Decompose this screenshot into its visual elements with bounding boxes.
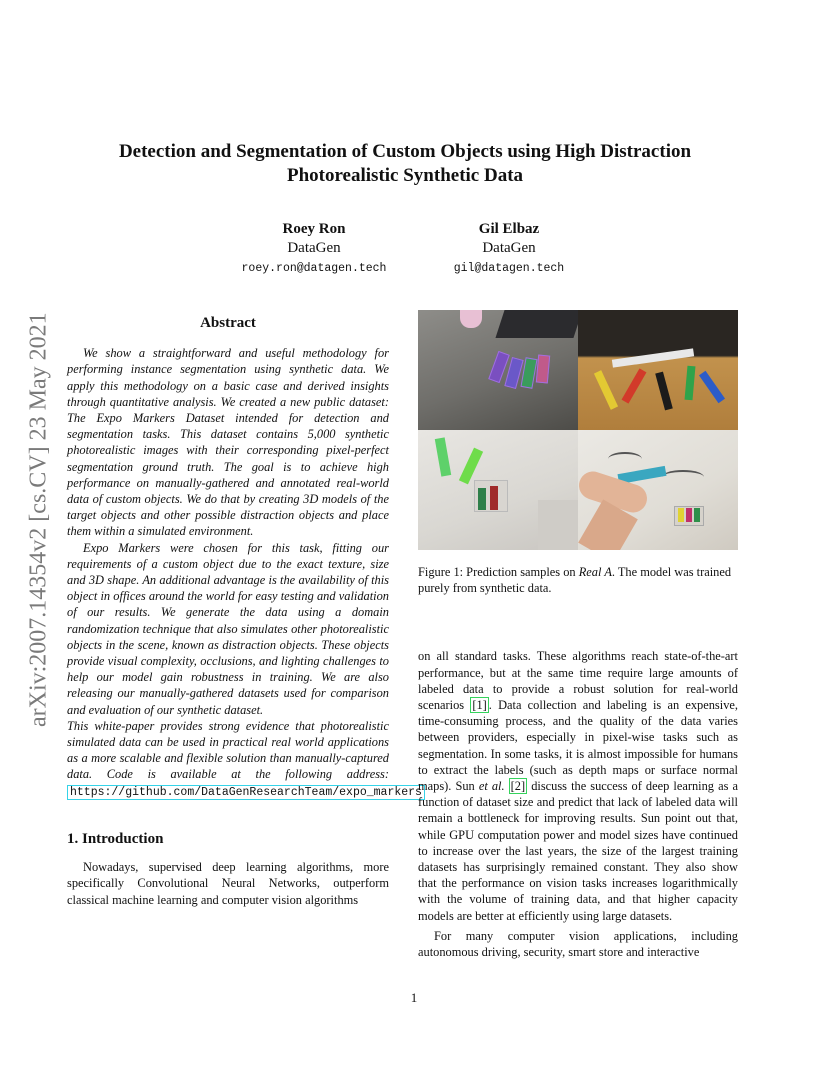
figure-photo-4 [578,430,738,550]
author-1 [214,220,414,280]
abstract-paragraph-2: Expo Markers were chosen for this task, fitting our requirements of a custom object due to the exact texture, size and 3D shape. An additional advantage is the availability of this object in offices around the world for easy testing and validation of our results. We generate the data using a domain randomization technique that also simulates other photorealistic objects in the scene, known as distraction objects. These objects provide visual complexity, occlusions, and lighting challenges to help our model gain robustness in training. We are also releasing our manually-gathered datasets used for comparison and evaluation of our synthetic dataset. [67,540,389,717]
abstract-body [67,345,422,801]
figure-caption [418,564,738,596]
author-email[interactable]: roey.ron@datagen.tech [241,262,387,275]
figure-photo-3 [418,430,578,550]
arxiv-watermark: arXiv:2007.14354v2 [cs.CV] 23 May 2021 [25,312,52,728]
title-line-1: Detection and Segmentation of Custom Objects using High Distraction [118,141,692,162]
intro-paragraph-1: Nowadays, supervised deep learning algorithms, more specifically Convolutional Neural Networks, outperform classical machine learning and computer vision algorithms [67,860,389,907]
code-url-link[interactable]: https://github.com/DataGenResearchTeam/expo_markers [67,785,425,800]
right-p1-etal: et al. [478,779,505,794]
citation-1[interactable]: [1] [472,698,487,713]
right-paragraph-2: For many computer vision applications, including autonomous driving, security, smart store and interactive [418,928,738,960]
author-affiliation: DataGen [482,240,536,256]
right-p1-b: . Data collection and labeling is an expensive, time-consuming process, and the quality of the data varies between providers, especially in pixel-wise tasks such as segmentation. In some tasks, it is almost impossible for humans to extract the labels (such as depth maps or surface normal maps). Sun [418,698,738,794]
introduction-body [67,859,389,908]
right-p1-c: discuss the success of deep learning as a function of dataset size and predict that lack of labeled data will remain a bottleneck for improving results. Sun point out that, while GPU computation power and model sizes have continued to increase over the last years, the size of the largest training datasets has surprisingly remained constant. They also show that the performance on vision tasks increases logarithmically with the volume of training data, and that higher capacity models are better at efficiently using large datasets. [418,779,738,923]
caption-prefix: Figure 1: Prediction samples on [418,565,576,579]
author-name: Roey Ron [282,221,346,237]
abstract-paragraph-3-text: This white-paper provides strong evidence that photorealistic simulated data can be used in practical real world applications as a more scalable and flexible solution than manually-captured data. Code is available at the following address: [67,718,389,782]
abstract-heading: Abstract [200,315,256,331]
author-email[interactable]: gil@datagen.tech [453,262,565,275]
right-column [418,310,738,960]
introduction-heading: 1. Introduction [67,830,164,847]
caption-suffix: . The model was trained purely from synthetic data. [418,565,732,596]
figure-photo-1 [418,310,578,430]
citation-2[interactable]: [2] [510,779,526,794]
caption-dataset-name: Real A [578,565,612,579]
title-line-2: Photorealistic Synthetic Data [286,165,524,186]
right-p1-a: on all standard tasks. These algorithms reach state-of-the-art performance, but at the same time require large amounts of labeled data to provide a robust solution for real-world scenarios [418,649,738,713]
paper-title [80,140,730,188]
figure-1 [418,310,738,550]
author-name: Gil Elbaz [478,221,540,237]
author-2 [409,220,609,280]
figure-photo-2 [578,310,738,430]
right-paragraph-1 [418,648,738,923]
abstract-paragraph-3 [67,718,422,801]
figure-image-grid [418,310,738,550]
left-column [67,315,422,908]
right-body [418,648,738,960]
abstract-paragraph-1: We show a straightforward and useful methodology for performing instance segmentation using synthetic data. We apply this methodology on a basic case and derived insights through quantitative analysis. We created a new public dataset: The Expo Markers Dataset intended for detection and segmentation tasks. This dataset contains 5,000 synthetic photorealistic images with their corresponding pixel-perfect segmentation ground truth. The goal is to achieve high performance on manually-gathered and annotated real-world data of custom objects. We do that by creating 3D models of the target objects and other possible distraction objects and place them within a simulated environment. [67,346,389,539]
page-number: 1 [410,990,418,1005]
author-affiliation: DataGen [287,240,341,256]
